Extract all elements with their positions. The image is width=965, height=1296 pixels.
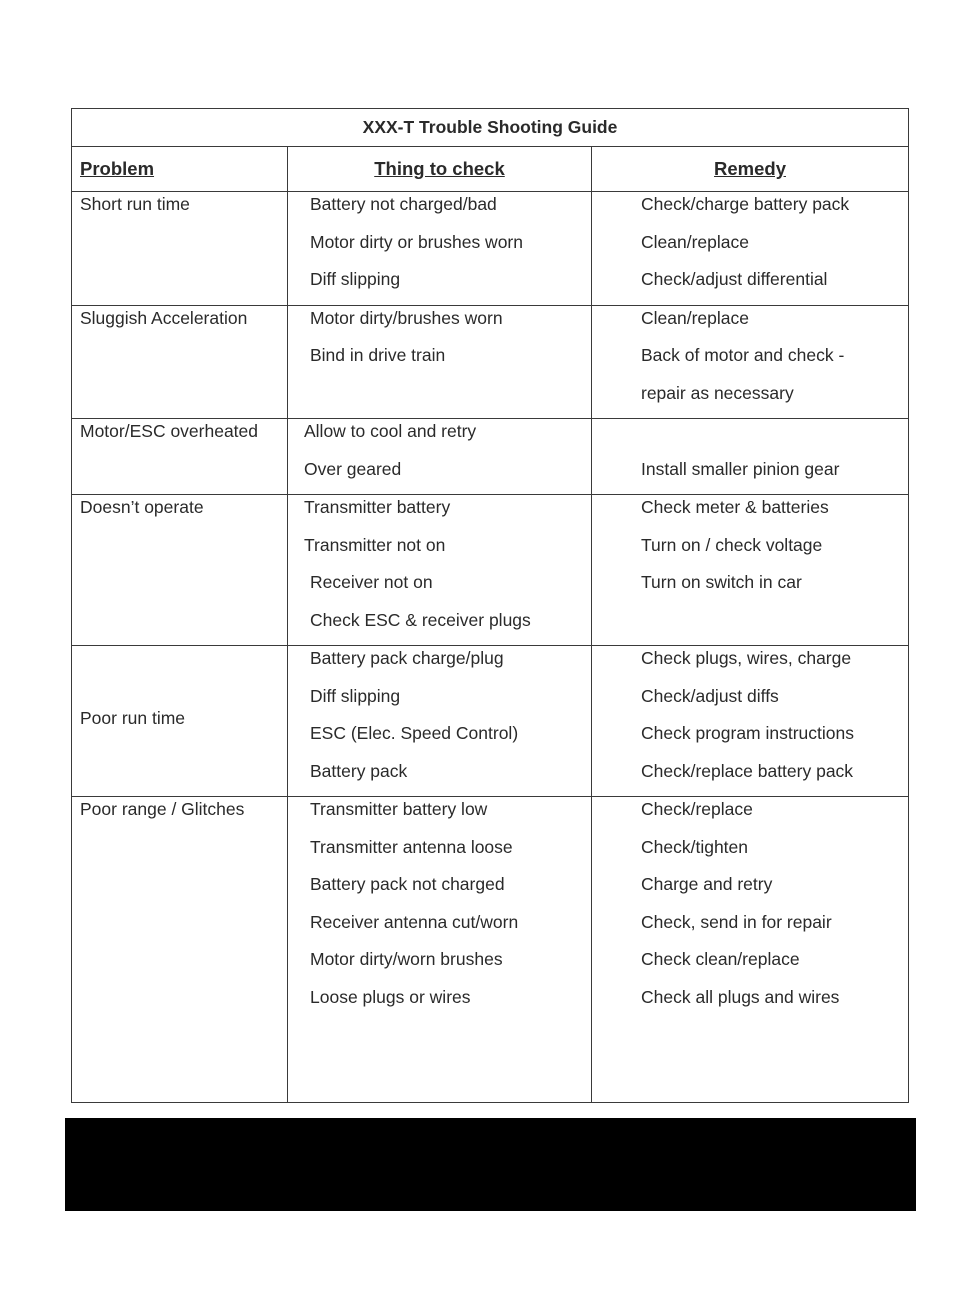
check-item: Receiver antenna cut/worn bbox=[310, 911, 519, 932]
remedy-item: Turn on / check voltage bbox=[641, 534, 823, 555]
check-cell bbox=[288, 495, 592, 646]
check-item: Battery pack not charged bbox=[310, 874, 505, 894]
check-item: Battery pack bbox=[310, 760, 408, 781]
check-item: Diff slipping bbox=[310, 685, 401, 706]
check-item: Transmitter not on bbox=[304, 534, 446, 555]
check-item: Transmitter antenna loose bbox=[310, 836, 513, 857]
check-item: Over geared bbox=[304, 458, 402, 479]
check-item: Diff slipping bbox=[310, 269, 401, 289]
problem-cell bbox=[72, 495, 288, 646]
check-item: ESC (Elec. Speed Control) bbox=[310, 723, 519, 743]
remedy-item: Back of motor and check - bbox=[641, 345, 845, 365]
remedy-item: Check all plugs and wires bbox=[641, 986, 840, 1007]
remedy-item bbox=[592, 608, 908, 646]
check-cell bbox=[288, 646, 592, 797]
check-item: Allow to cool and retry bbox=[304, 421, 477, 441]
remedy-item: Install smaller pinion gear bbox=[641, 458, 840, 479]
remedy-item: Charge and retry bbox=[641, 874, 773, 894]
problem-text: Motor/ESC overheated bbox=[80, 421, 259, 441]
problem-cell bbox=[72, 797, 288, 1103]
remedy-item: Check plugs, wires, charge bbox=[641, 648, 852, 668]
problem-cell bbox=[72, 305, 288, 419]
header-remedy: Remedy bbox=[592, 147, 909, 192]
check-item bbox=[288, 381, 591, 419]
footer-black-bar bbox=[65, 1118, 916, 1211]
header-thing-to-check: Thing to check bbox=[288, 147, 592, 192]
check-item: Motor dirty/brushes worn bbox=[310, 307, 503, 328]
check-item: Check ESC & receiver plugs bbox=[310, 609, 531, 630]
remedy-item: Check/tighten bbox=[641, 836, 749, 857]
remedy-cell bbox=[592, 646, 909, 797]
header-row bbox=[72, 147, 909, 192]
problem-text: Doesn’t operate bbox=[80, 497, 204, 517]
remedy-item: Check/replace battery pack bbox=[641, 760, 854, 781]
remedy-item: Clean/replace bbox=[641, 231, 749, 252]
check-item: Loose plugs or wires bbox=[310, 986, 471, 1007]
remedy-item: Check clean/replace bbox=[641, 949, 800, 969]
remedy-item: Clean/replace bbox=[641, 307, 749, 328]
table-row bbox=[72, 192, 909, 306]
remedy-item: Check program instructions bbox=[641, 723, 854, 743]
check-cell bbox=[288, 192, 592, 306]
check-item: Transmitter battery low bbox=[310, 799, 488, 819]
check-item: Battery pack charge/plug bbox=[310, 648, 504, 668]
table-row bbox=[72, 646, 909, 797]
table-title: XXX-T Trouble Shooting Guide bbox=[72, 109, 909, 147]
remedy-cell bbox=[592, 192, 909, 306]
problem-cell bbox=[72, 419, 288, 495]
title-row bbox=[72, 109, 909, 147]
table-row bbox=[72, 419, 909, 495]
troubleshooting-table bbox=[71, 108, 909, 1103]
problem-cell bbox=[72, 192, 288, 306]
problem-text: Poor range / Glitches bbox=[80, 799, 245, 819]
remedy-item: Turn on switch in car bbox=[641, 572, 802, 592]
header-problem: Problem bbox=[72, 147, 288, 192]
check-item: Motor dirty/worn brushes bbox=[310, 949, 503, 969]
problem-text: Poor run time bbox=[80, 708, 186, 728]
remedy-item: Check/charge battery pack bbox=[641, 194, 850, 214]
problem-text: Sluggish Acceleration bbox=[80, 307, 248, 328]
remedy-item: Check/adjust diffs bbox=[641, 685, 779, 706]
remedy-item bbox=[592, 419, 908, 457]
table-row bbox=[72, 797, 909, 1103]
remedy-item: Check, send in for repair bbox=[641, 911, 832, 932]
remedy-cell bbox=[592, 419, 909, 495]
remedy-item: Check/replace bbox=[641, 799, 753, 819]
check-item: Bind in drive train bbox=[310, 345, 446, 365]
table-row bbox=[72, 305, 909, 419]
table-row bbox=[72, 495, 909, 646]
remedy-item: Check/adjust differential bbox=[641, 269, 828, 289]
remedy-cell bbox=[592, 495, 909, 646]
problem-text: Short run time bbox=[80, 194, 190, 214]
check-item: Receiver not on bbox=[310, 572, 433, 592]
check-item: Motor dirty or brushes worn bbox=[310, 231, 523, 252]
problem-cell bbox=[72, 646, 288, 797]
remedy-cell bbox=[592, 797, 909, 1103]
remedy-item: Check meter & batteries bbox=[641, 497, 829, 517]
remedy-item: repair as necessary bbox=[641, 382, 794, 403]
check-cell bbox=[288, 305, 592, 419]
check-cell bbox=[288, 797, 592, 1103]
remedy-cell bbox=[592, 305, 909, 419]
check-item: Transmitter battery bbox=[304, 497, 451, 517]
check-cell bbox=[288, 419, 592, 495]
check-item: Battery not charged/bad bbox=[310, 194, 497, 214]
